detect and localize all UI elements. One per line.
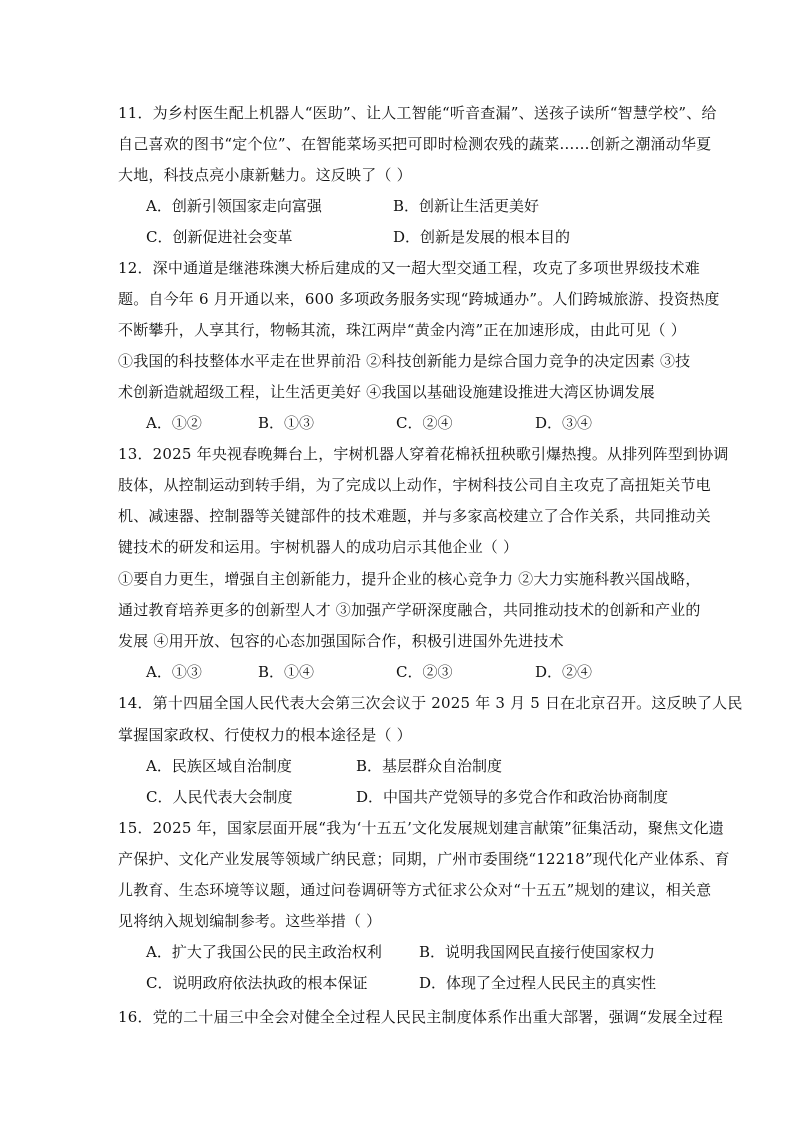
question-15-line-1: 15．2025 年，国家层面开展“我为‘十五五’文化发展规划建言献策”征集活动，聚焦文化遗 — [118, 819, 724, 837]
question-13-line-1: 13．2025 年央视春晚舞台上，宇树机器人穿着花棉袄扭秧歌引爆热搜。从排列阵型到协调 — [118, 445, 729, 463]
question-15-option-d: D．体现了全过程人民民主的真实性 — [419, 974, 657, 992]
question-13-option-a: A．①③ — [146, 663, 202, 681]
question-13-line-2: 肢体，从控制运动到转手绢，为了完成以上动作，宇树科技公司自主攻克了高扭矩关节电 — [118, 476, 711, 494]
question-12-line-3: 不断攀升，人享其行，物畅其流，珠江两岸“黄金内湾”正在加速形成，由此可见（ ） — [118, 321, 686, 339]
question-14-option-a: A．民族区域自治制度 — [146, 757, 292, 775]
question-14-line-1: 14．第十四届全国人民代表大会第三次会议于 2025 年 3 月 5 日在北京召开。这反映了人民 — [118, 694, 743, 712]
question-13-option-c: C．②③ — [396, 663, 453, 681]
question-12-line-4: ①我国的科技整体水平走在世界前沿 ②科技创新能力是综合国力竞争的决定因素 ③技 — [118, 352, 691, 370]
question-13-line-4: 键技术的研发和运用。宇树机器人的成功启示其他企业（ ） — [118, 538, 519, 556]
question-12-line-1: 12．深中通道是继港珠澳大桥后建成的又一超大型交通工程，攻克了多项世界级技术难 — [118, 259, 700, 277]
question-16-line-1: 16．党的二十届三中全会对健全全过程人民民主制度体系作出重大部署，强调“发展全过程 — [118, 1008, 723, 1026]
question-12-line-2: 题。自今年 6 月开通以来，600 多项政务服务实现“跨城通办”。人们跨城旅游、投资热度 — [118, 290, 720, 308]
question-11-option-c: C．创新促进社会变革 — [146, 228, 293, 246]
question-13-line-7: 发展 ④用开放、包容的心态加强国际合作，积极引进国外先进技术 — [118, 632, 564, 650]
question-15-line-3: 儿教育、生态环境等议题，通过问卷调研等方式征求公众对“十五五”规划的建议，相关意 — [118, 881, 712, 899]
question-12-option-c: C．②④ — [396, 414, 453, 432]
question-13-line-5: ①要自力更生，增强自主创新能力，提升企业的核心竞争力 ②大力实施科教兴国战略， — [118, 570, 701, 588]
question-13-option-b: B．①④ — [258, 663, 315, 681]
question-11-line-1: 11．为乡村医生配上机器人“医助”、让人工智能“听音查漏”、送孩子读所“智慧学校”、给 — [118, 104, 717, 122]
question-15-option-a: A．扩大了我国公民的民主政治权利 — [146, 943, 382, 961]
question-11-option-d: D．创新是发展的根本目的 — [393, 228, 571, 246]
question-11-option-a: A．创新引领国家走向富强 — [146, 197, 322, 215]
question-14-option-c: C．人民代表大会制度 — [146, 788, 293, 806]
question-12-option-d: D．③④ — [535, 414, 593, 432]
question-11-line-3: 大地，科技点亮小康新魅力。这反映了（ ） — [118, 166, 412, 184]
question-15-option-c: C．说明政府依法执政的根本保证 — [146, 974, 368, 992]
question-15-option-b: B．说明我国网民直接行使国家权力 — [419, 943, 656, 961]
question-14-option-b: B．基层群众自治制度 — [356, 757, 503, 775]
question-12-option-b: B．①③ — [258, 414, 315, 432]
question-14-line-2: 掌握国家政权、行使权力的根本途径是（ ） — [118, 726, 412, 744]
question-14-option-d: D．中国共产党领导的多党合作和政治协商制度 — [356, 788, 669, 806]
question-13-option-d: D．②④ — [535, 663, 593, 681]
question-12-line-5: 术创新造就超级工程，让生活更美好 ④我国以基础设施建设推进大湾区协调发展 — [118, 383, 655, 401]
question-13-line-6: 通过教育培养更多的创新型人才 ③加强产学研深度融合，共同推动技术的创新和产业的 — [118, 601, 701, 619]
question-11-line-2: 自己喜欢的图书“定个位”、在智能菜场买把可即时检测农残的蔬菜……创新之潮涌动华夏 — [118, 135, 712, 153]
question-13-line-3: 机、减速器、控制器等关键部件的技术难题，并与多家高校建立了合作关系，共同推动关 — [118, 507, 711, 525]
question-15-line-4: 见将纳入规划编制参考。这些举措（ ） — [118, 912, 382, 930]
question-12-option-a: A．①② — [146, 414, 202, 432]
question-11-option-b: B．创新让生活更美好 — [393, 197, 540, 215]
question-15-line-2: 产保护、文化产业发展等领域广纳民意；同期，广州市委围绕“12218”现代化产业体系、育 — [118, 850, 730, 868]
